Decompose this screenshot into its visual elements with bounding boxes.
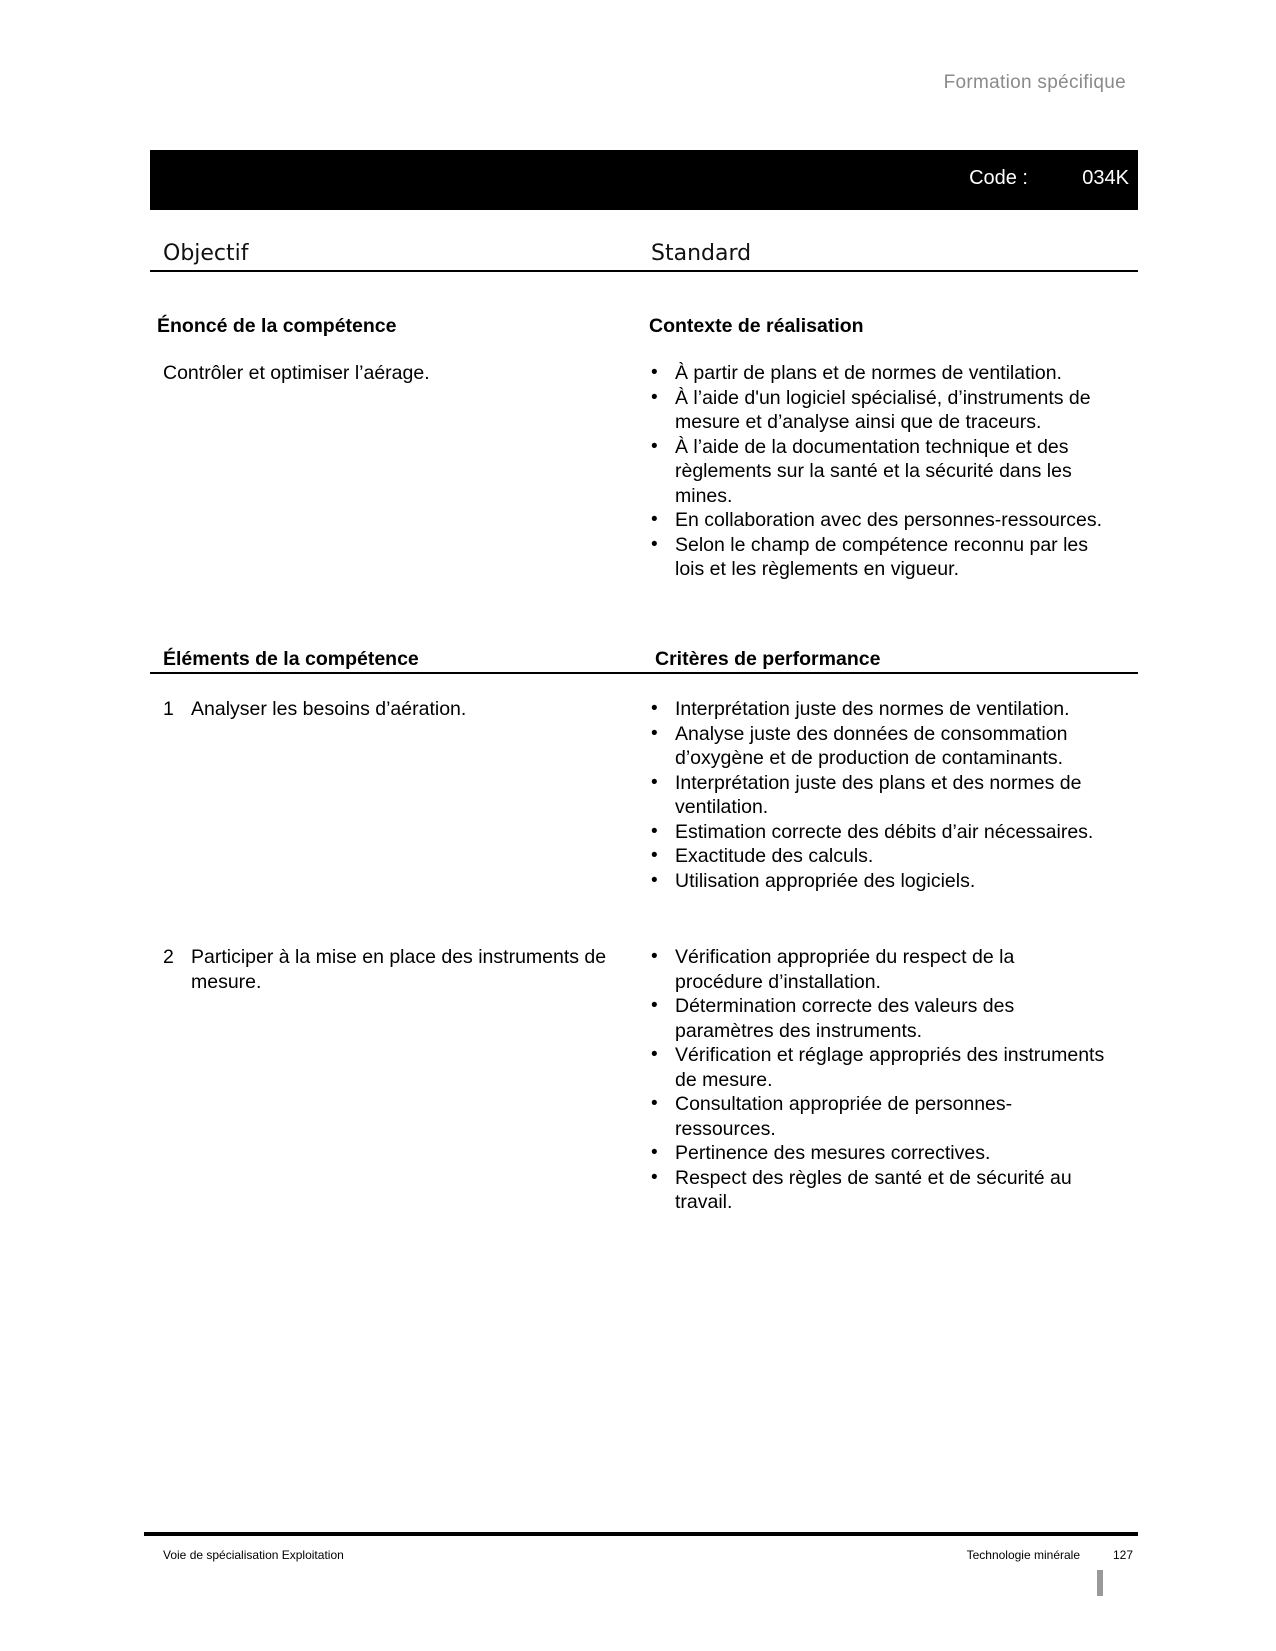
element-number: 2 [163, 946, 174, 968]
criteria-item: • Pertinence des mesures correctives. [647, 1141, 1107, 1166]
criteria-item: • Utilisation appropriée des logiciels. [647, 869, 1107, 894]
criteria-item: • Interprétation juste des normes de ventilation. [647, 697, 1107, 722]
footer-marker [1097, 1570, 1103, 1596]
criteria-list [647, 697, 1107, 893]
criteria-item: • Vérification et réglage appropriés des instruments de mesure. [647, 1043, 1107, 1092]
standard-column-heading: Standard [651, 241, 752, 266]
statement-title: Énoncé de la compétence [157, 315, 397, 337]
context-item: • En collaboration avec des personnes-ressources. [647, 508, 1107, 533]
criteria-item: • Exactitude des calculs. [647, 844, 1107, 869]
element-number: 1 [163, 698, 174, 720]
criteria-item: • Vérification appropriée du respect de la procédure d’installation. [647, 945, 1107, 994]
statement-text: Contrôler et optimiser l’aérage. [163, 362, 430, 384]
context-item: • À l’aide d'un logiciel spécialisé, d’instruments de mesure et d’analyse ainsi que de traceurs. [647, 386, 1107, 435]
running-title: Formation spécifique [943, 72, 1126, 93]
criteria-item: • Analyse juste des données de consommation d’oxygène et de production de contaminants. [647, 722, 1107, 771]
element-label: Analyser les besoins d’aération. [191, 698, 467, 720]
competence-element [163, 697, 613, 722]
context-list [647, 361, 1107, 582]
code-label: Code : [969, 167, 1028, 189]
context-item: • À partir de plans et de normes de ventilation. [647, 361, 1107, 386]
context-title: Contexte de réalisation [649, 315, 864, 337]
footer-program: Voie de spécialisation Exploitation [163, 1548, 344, 1562]
criteria-item: • Estimation correcte des débits d’air nécessaires. [647, 820, 1107, 845]
criteria-item: • Interprétation juste des plans et des normes de ventilation. [647, 771, 1107, 820]
elements-heading-rule [150, 672, 1138, 674]
footer-rule [144, 1532, 1138, 1536]
context-item: • À l’aide de la documentation technique et des règlements sur la santé et la sécurité dans les mines. [647, 435, 1107, 509]
criteria-title: Critères de performance [655, 648, 881, 670]
objective-column-heading: Objectif [163, 241, 249, 266]
page-number: 127 [1112, 1548, 1133, 1562]
context-item: • Selon le champ de compétence reconnu par les lois et les règlements en vigueur. [647, 533, 1107, 582]
element-label: Participer à la mise en place des instruments de mesure. [191, 946, 607, 993]
code-value: 034K [1082, 167, 1129, 189]
criteria-item: • Respect des règles de santé et de sécurité au travail. [647, 1166, 1107, 1215]
criteria-list [647, 945, 1107, 1215]
criteria-item: • Détermination correcte des valeurs des paramètres des instruments. [647, 994, 1107, 1043]
criteria-item: • Consultation appropriée de personnes-ressources. [647, 1092, 1107, 1141]
footer-discipline: Technologie minérale [966, 1548, 1080, 1562]
code-bar [150, 150, 1138, 210]
column-heading-rule [150, 270, 1138, 272]
elements-title: Éléments de la compétence [163, 648, 419, 670]
competence-element [163, 945, 613, 994]
